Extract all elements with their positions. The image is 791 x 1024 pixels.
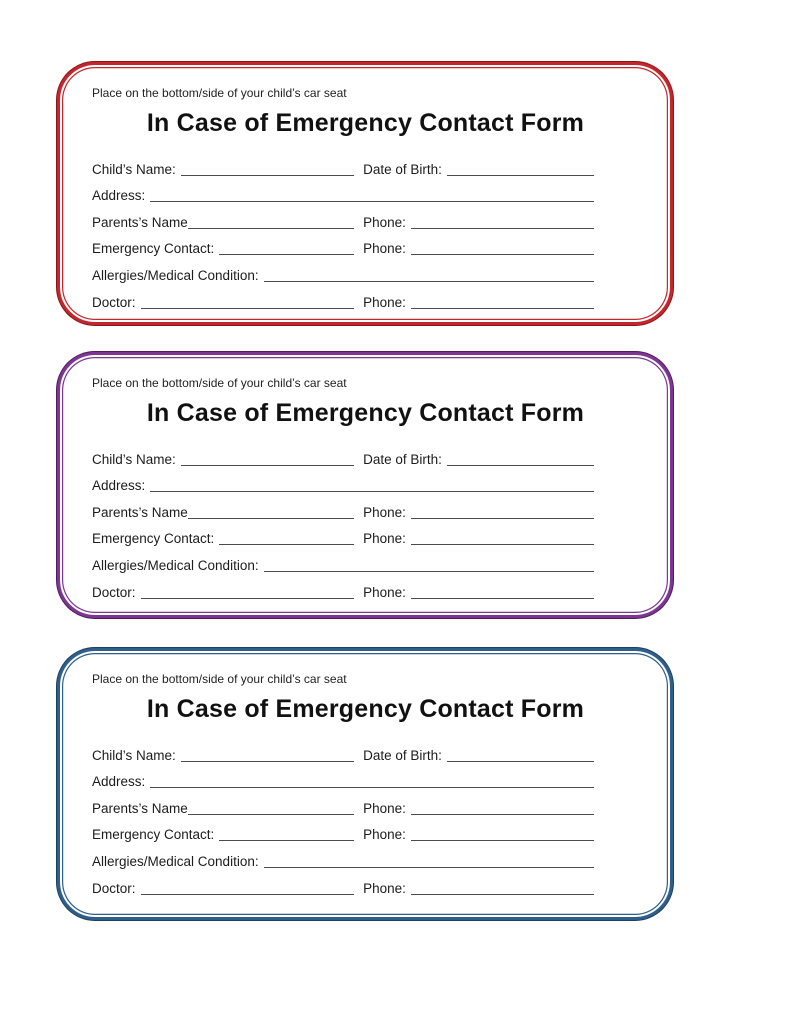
date-of-birth-blank-line — [447, 162, 594, 176]
doctor-blank-line — [141, 585, 355, 599]
allergies-blank-line — [264, 558, 594, 572]
phone-label: Phone: — [363, 241, 406, 257]
phone-blank-line — [411, 215, 594, 229]
allergies-label: Allergies/Medical Condition: — [92, 557, 259, 573]
field-phone — [363, 294, 594, 311]
emergency-contact-label: Emergency Contact: — [92, 531, 215, 547]
row-emergency-phone — [92, 231, 594, 258]
address-blank-line — [150, 188, 594, 202]
emergency-contact-card-purple — [57, 352, 673, 618]
field-doctor — [92, 584, 363, 601]
emergency-contact-label: Emergency Contact: — [92, 827, 215, 843]
address-label: Address: — [92, 188, 146, 204]
field-emergency-contact — [92, 240, 363, 257]
field-phone — [363, 800, 594, 817]
phone-blank-line — [411, 801, 594, 815]
address-label: Address: — [92, 478, 146, 494]
phone-label: Phone: — [363, 800, 406, 816]
parents-name-label: Parents’s Name — [92, 800, 188, 816]
emergency-contact-card-blue — [57, 648, 673, 920]
phone-blank-line — [411, 881, 594, 895]
field-phone — [363, 240, 594, 257]
field-emergency-contact — [92, 530, 363, 547]
phone-label: Phone: — [363, 294, 406, 310]
field-phone — [363, 826, 594, 843]
date-of-birth-label: Date of Birth: — [363, 451, 442, 467]
row-address — [92, 764, 594, 791]
address-label: Address: — [92, 774, 146, 790]
parents-name-blank-line — [188, 801, 354, 815]
field-address — [92, 773, 594, 790]
phone-label: Phone: — [363, 504, 406, 520]
row-doctor-phone — [92, 574, 594, 601]
phone-label: Phone: — [363, 531, 406, 547]
placement-notice: Place on the bottom/side of your child’s car seat — [92, 672, 347, 686]
allergies-label: Allergies/Medical Condition: — [92, 853, 259, 869]
doctor-label: Doctor: — [92, 584, 136, 600]
childs-name-label: Child’s Name: — [92, 161, 176, 177]
row-name-dob — [92, 737, 594, 764]
row-doctor-phone — [92, 284, 594, 311]
field-phone — [363, 880, 594, 897]
row-parents-phone — [92, 790, 594, 817]
emergency-contact-blank-line — [219, 241, 354, 255]
row-allergies — [92, 843, 594, 870]
row-doctor-phone — [92, 870, 594, 897]
phone-blank-line — [411, 295, 594, 309]
field-parents-name — [92, 504, 363, 521]
address-blank-line — [150, 478, 594, 492]
field-allergies — [92, 267, 594, 284]
form-title: In Case of Emergency Contact Form — [146, 399, 585, 427]
field-phone — [363, 530, 594, 547]
address-blank-line — [150, 774, 594, 788]
childs-name-label: Child’s Name: — [92, 451, 176, 467]
row-name-dob — [92, 441, 594, 468]
form-title: In Case of Emergency Contact Form — [146, 695, 585, 723]
parents-name-label: Parents’s Name — [92, 214, 188, 230]
field-emergency-contact — [92, 826, 363, 843]
allergies-blank-line — [264, 268, 594, 282]
row-address — [92, 178, 594, 205]
emergency-contact-blank-line — [219, 827, 354, 841]
phone-blank-line — [411, 827, 594, 841]
allergies-label: Allergies/Medical Condition: — [92, 267, 259, 283]
placement-notice: Place on the bottom/side of your child’s car seat — [92, 376, 347, 390]
field-phone — [363, 584, 594, 601]
childs-name-blank-line — [181, 452, 354, 466]
field-doctor — [92, 294, 363, 311]
phone-blank-line — [411, 505, 594, 519]
row-allergies — [92, 257, 594, 284]
field-childs-name — [92, 451, 363, 468]
field-childs-name — [92, 747, 363, 764]
phone-blank-line — [411, 241, 594, 255]
field-address — [92, 477, 594, 494]
field-date-of-birth — [363, 747, 594, 764]
placement-notice: Place on the bottom/side of your child’s car seat — [92, 86, 347, 100]
row-emergency-phone — [92, 521, 594, 548]
doctor-label: Doctor: — [92, 880, 136, 896]
doctor-label: Doctor: — [92, 294, 136, 310]
row-allergies — [92, 547, 594, 574]
row-parents-phone — [92, 494, 594, 521]
date-of-birth-label: Date of Birth: — [363, 747, 442, 763]
phone-label: Phone: — [363, 584, 406, 600]
date-of-birth-blank-line — [447, 748, 594, 762]
field-phone — [363, 504, 594, 521]
field-parents-name — [92, 214, 363, 231]
field-childs-name — [92, 161, 363, 178]
emergency-contact-card-red — [57, 62, 673, 325]
row-parents-phone — [92, 204, 594, 231]
row-address — [92, 468, 594, 495]
childs-name-blank-line — [181, 162, 354, 176]
field-phone — [363, 214, 594, 231]
phone-blank-line — [411, 585, 594, 599]
parents-name-blank-line — [188, 215, 354, 229]
phone-label: Phone: — [363, 880, 406, 896]
emergency-contact-blank-line — [219, 531, 354, 545]
doctor-blank-line — [141, 295, 355, 309]
field-address — [92, 187, 594, 204]
date-of-birth-label: Date of Birth: — [363, 161, 442, 177]
phone-label: Phone: — [363, 827, 406, 843]
date-of-birth-blank-line — [447, 452, 594, 466]
field-date-of-birth — [363, 451, 594, 468]
row-name-dob — [92, 151, 594, 178]
field-date-of-birth — [363, 161, 594, 178]
parents-name-blank-line — [188, 505, 354, 519]
field-allergies — [92, 853, 594, 870]
row-emergency-phone — [92, 817, 594, 844]
field-parents-name — [92, 800, 363, 817]
field-doctor — [92, 880, 363, 897]
parents-name-label: Parents’s Name — [92, 504, 188, 520]
childs-name-label: Child’s Name: — [92, 747, 176, 763]
doctor-blank-line — [141, 881, 355, 895]
field-allergies — [92, 557, 594, 574]
childs-name-blank-line — [181, 748, 354, 762]
phone-label: Phone: — [363, 214, 406, 230]
allergies-blank-line — [264, 854, 594, 868]
phone-blank-line — [411, 531, 594, 545]
form-title: In Case of Emergency Contact Form — [146, 109, 585, 137]
emergency-contact-label: Emergency Contact: — [92, 241, 215, 257]
